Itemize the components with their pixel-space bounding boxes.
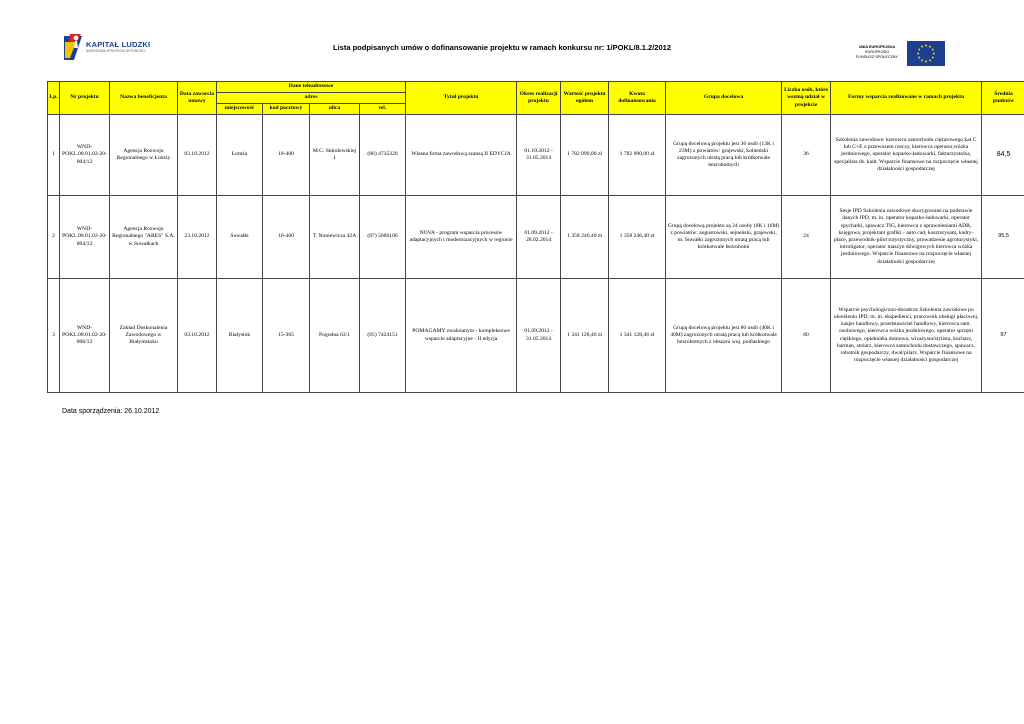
- cell-okres: 01.09.2012 - 28.02.2014: [517, 196, 561, 279]
- cell-tel: (87) 5666106: [360, 196, 406, 279]
- cell-srednia: 84,5: [982, 115, 1024, 196]
- cell-nr-projektu: WND-POKL.08.01.02-20-004/12: [60, 196, 110, 279]
- header-nazwa-beneficjenta: Nazwa beneficjenta: [110, 82, 178, 115]
- cell-tytul: Własna firma zawodową szansą II EDYCJA: [406, 115, 517, 196]
- cell-srednia: 95,5: [982, 196, 1024, 279]
- cell-srednia: 97: [982, 279, 1024, 393]
- contracts-table: [47, 81, 1024, 393]
- header-adres: adres: [217, 93, 406, 104]
- table-row: [48, 196, 1024, 279]
- logo-title: KAPITAŁ LUDZKI: [86, 40, 151, 49]
- cell-nazwa: Agencja Rozwoju Regionalnego "ARES" S.A. w Suwałkach: [110, 196, 178, 279]
- cell-kwota: 1 341 128,46 zł: [609, 279, 666, 393]
- cell-kod: 16-400: [263, 196, 310, 279]
- cell-ulica: M.C. Skłodowskiej 1: [310, 115, 360, 196]
- logo-subtitle: NARODOWA STRATEGIA SPÓJNOŚCI: [86, 49, 146, 53]
- cell-miejscowosc: Łomża: [217, 115, 263, 196]
- cell-grupa: Grupą docelową projektu jest 36 osób (13K i 23M) z powiatów: grajewski, kolneński zagrożonych utratą pracą lub krótkotwale bezrobotnych: [666, 115, 782, 196]
- cell-lp: 2: [48, 196, 60, 279]
- cell-liczba: 80: [782, 279, 831, 393]
- cell-nr-projektu: WND-POKL.08.01.02-20-004/12: [60, 115, 110, 196]
- cell-miejscowosc: Białystok: [217, 279, 263, 393]
- cell-data: 03.10.2012: [178, 279, 217, 393]
- cell-lp: 3: [48, 279, 60, 393]
- header-liczba-osob: Liczba osób, które wezmą udział w projekcie: [782, 82, 831, 115]
- table-row: [48, 115, 1024, 196]
- header-nr-projektu: Nr projektu: [60, 82, 110, 115]
- eu-logo-line2: EUROPEJSKI: [864, 50, 890, 55]
- cell-lp: 1: [48, 115, 60, 196]
- header-lp: Lp.: [48, 82, 60, 115]
- date-prepared: Data sporządzenia: 26.10.2012: [62, 408, 160, 415]
- cell-formy: Sesje IPD Szkolenia zawodowe skorygowane na podstawie danych IPD, m. in. operator koparko-ładowarki, operator spycharki, spawacz TIG, kierowca z uprawnieniami ADR, księgowa, projektant grafiki - auto cad, kosztorysant, kadry-płace, przewodnik-pilot turystyczny, prowadzenie agroturystyki, introligator, operator maszyn dźwigowych kierowca wózka jezdniowego. Wsparcie finansowe na rozpoczęcie własnej działalności gospodarczej: [831, 196, 982, 279]
- cell-kwota: 1 358 246,40 zł: [609, 196, 666, 279]
- cell-wartosc: 1 782 090,00 zł: [561, 115, 609, 196]
- cell-grupa: Grupą docelową projektu jest 80 osób (40K i 40M) zagrożonych utratą pracą lub krótkotwale bezrobotnych z obszaru woj. podlaskiego: [666, 279, 782, 393]
- cell-liczba: 36: [782, 115, 831, 196]
- cell-nazwa: Zakład Doskonalenia Zawodowego w Białymstoku: [110, 279, 178, 393]
- cell-data: 23.10.2012: [178, 196, 217, 279]
- eu-logo-line1: UNIA EUROPEJSKA: [858, 45, 896, 49]
- header-data-zawarcia: Data zawarcia umowy: [178, 82, 217, 115]
- cell-liczba: 24: [782, 196, 831, 279]
- cell-okres: 01.10.2012 - 31.05.2014: [517, 115, 561, 196]
- cell-nazwa: Agencja Rozwoju Regionalnego w Łomży: [110, 115, 178, 196]
- header-formy-wsparcia: Formy wsparcia realizowane w ramach projektu: [831, 82, 982, 115]
- document-title: Lista podpisanych umów o dofinansowanie projektu w ramach konkursu nr: 1/POKL/8.1.2/2012: [333, 43, 671, 52]
- eu-logo-text: [848, 45, 906, 61]
- cell-wartosc: 1 341 128,46 zł: [561, 279, 609, 393]
- cell-kod: 15-365: [263, 279, 310, 393]
- cell-okres: 01.09.2012 - 31.05.2014: [517, 279, 561, 393]
- header-kod-pocztowy: kod pocztowy: [263, 104, 310, 115]
- header-tel: tel.: [360, 104, 406, 115]
- header-wartosc-projektu: Wartość projektu ogółem: [561, 82, 609, 115]
- cell-miejscowosc: Suwałki: [217, 196, 263, 279]
- cell-grupa: Grupą docelową projektu są 24 osoby (8K i 16M) z powiatów: augustowski, sejneński, grajewski, m. Suwałki zagrożonych utratą pracą lub krótkotwale bezrobotni: [666, 196, 782, 279]
- cell-formy: Wsparcie psychologiczno-doradcze Szkolenia zawodowe po określeniu IPD, m. in. ekspedienci, pracownik obsługi płacowej, kasjer handlowy, przedstawiciel handlowy, kierowca sam. osobowego, kierowca wózka jezdniowego, operator sprzętu ciężkiego, opiekunka domowa, wizażysta/stylista, kucharz, barman, stolarz, kierowca samochodu dostawczego, spawacz, robotnik gospodarczy, dwal/pilarz. Wsparcie finansowe na rozpoczęcie własnej działalności gospodarczej: [831, 279, 982, 393]
- header-dane-teleadresowe: Dane teleadresowe: [217, 82, 406, 93]
- header-srednia-punktow: Średnia punktów: [982, 82, 1024, 115]
- cell-tytul: NOVA - program wsparcia procesów adaptacyjnych i modernizacyjnych w regionie: [406, 196, 517, 279]
- cell-tel: (86) 4735320: [360, 115, 406, 196]
- eu-flag-icon: [907, 41, 945, 66]
- cell-ulica: T. Noniewicza 42A: [310, 196, 360, 279]
- eu-logo-line3: FUNDUSZ SPOŁECZNY: [855, 55, 899, 60]
- table-row: [48, 279, 1024, 393]
- cell-kod: 18-400: [263, 115, 310, 196]
- cell-tel: (85) 7424151: [360, 279, 406, 393]
- header-kwota-dofinansowania: Kwota dofinansowania: [609, 82, 666, 115]
- cell-tytul: POMAGAMY zwalnianym - kompleksowe wsparcie adaptacyjne - II edycja: [406, 279, 517, 393]
- cell-wartosc: 1 358 246,40 zł: [561, 196, 609, 279]
- header-tytul-projektu: Tytuł projektu: [406, 82, 517, 115]
- header-okres-realizacji: Okres realizacji projektu: [517, 82, 561, 115]
- header-miejscowosc: miejscowość: [217, 104, 263, 115]
- cell-formy: Szkolenia zawodowe: kierowca samochodu ciężarowego kat C lub C+E z przewozem rzeczy, kierowca operator,wózka jezdniowego, operator koparko-ładowarki, fakturzysta/ka, specjalista ds. kadr. Wsparcie finansowe na rozpoczęcie własnej działalności gospodarczej: [831, 115, 982, 196]
- cell-ulica: Pogodna 63/1: [310, 279, 360, 393]
- cell-kwota: 1 782 090,00 zł: [609, 115, 666, 196]
- cell-data: 03.10.2012: [178, 115, 217, 196]
- cell-nr-projektu: WND-POKL.08.01.02-20-006/12: [60, 279, 110, 393]
- header-ulica: ulica: [310, 104, 360, 115]
- header-grupa-docelowa: Grupa docelowa: [666, 82, 782, 115]
